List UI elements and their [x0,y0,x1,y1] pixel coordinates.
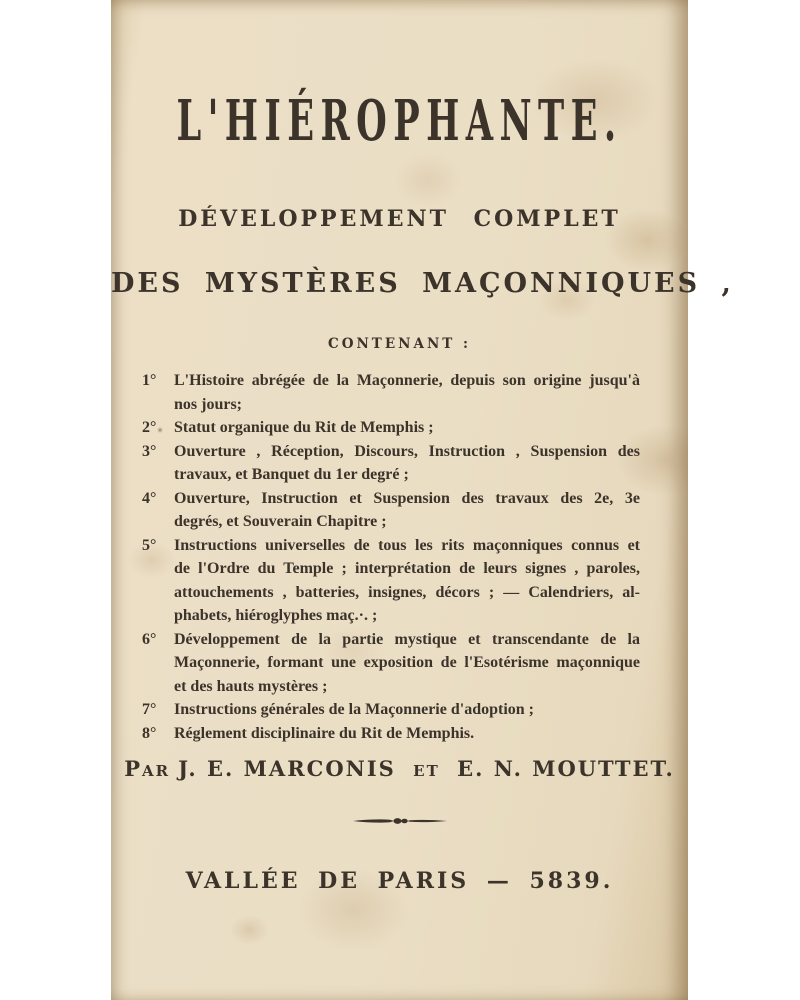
item-line: Instructions universelles de tous les rits maçonniques connus et [174,536,640,554]
item-text [174,534,640,628]
item-line: et des hauts mystères ; [174,677,328,695]
item-line: Ouverture, Instruction et Suspension des travaux des 2e, 3e [174,489,640,507]
item-text [174,369,640,416]
item-number: 3° [142,442,157,460]
list-item [142,487,640,534]
item-line: Ouverture , Réception, Discours, Instruction , Suspension des [174,442,640,460]
item-line: Maçonnerie, formant une exposition de l'Esotérisme maçonnique [174,654,640,671]
item-number: 6° [142,630,157,648]
item-line: Instructions générales de la Maçonnerie d'adoption ; [174,701,534,718]
item-number: 4° [142,489,157,507]
item-number: 2° [142,419,157,436]
item-number: 8° [142,724,157,742]
spindle-rule-icon [352,815,448,827]
item-text [174,722,640,746]
item-line: Développement de la partie mystique et transcendante de la [174,630,640,648]
item-text [174,698,640,722]
item-line: nos jours; [174,395,243,413]
item-line: de l'Ordre du Temple ; interprétation de leurs signes , paroles, [174,560,640,577]
book-title-page [111,0,734,1000]
subtitle-line-1: DÉVELOPPEMENT COMPLET [178,206,621,232]
byline-conjunction: et [413,756,440,781]
list-item [142,698,640,722]
item-line: phabets, hiéroglyphes maç.·. ; [174,607,378,624]
byline-name-2: E. N. MOUTTET. [457,756,675,781]
item-number: 7° [142,701,157,718]
item-text [174,416,640,440]
list-item [142,369,640,416]
imprint-line: VALLÉE DE PARIS — 5839. [185,868,614,894]
contents-list [142,369,640,745]
list-item [142,534,640,628]
item-line: Réglement disciplinaire du Rit de Memphis. [174,724,475,742]
contains-heading: CONTENANT : [327,336,472,352]
item-line: degrés, et Souverain Chapitre ; [174,513,387,530]
item-text [174,487,640,534]
item-text [174,440,640,487]
list-item [142,440,640,487]
author-byline [111,756,688,781]
item-number: 5° [142,536,157,554]
item-number: 1° [142,372,157,389]
item-line: L'Histoire abrégée de la Maçonnerie, depuis son origine jusqu'à [174,372,640,389]
page-title: L'HIÉROPHANTE. [176,88,623,155]
list-item [142,416,640,440]
list-item [142,722,640,746]
byline-prefix: Par [124,756,171,781]
item-text [174,628,640,699]
byline-name-1: J. E. MARCONIS [178,756,396,781]
subtitle-line-2: DES MYSTÈRES MAÇONNIQUES , [111,268,734,299]
ornamental-divider [111,814,688,832]
item-line: attouchements , batteries, insignes, décors ; — Calendriers, al- [174,583,640,601]
list-item [142,628,640,699]
item-line: travaux, et Banquet du 1er degré ; [174,466,409,483]
item-line: Statut organique du Rit de Memphis ; [174,419,434,436]
